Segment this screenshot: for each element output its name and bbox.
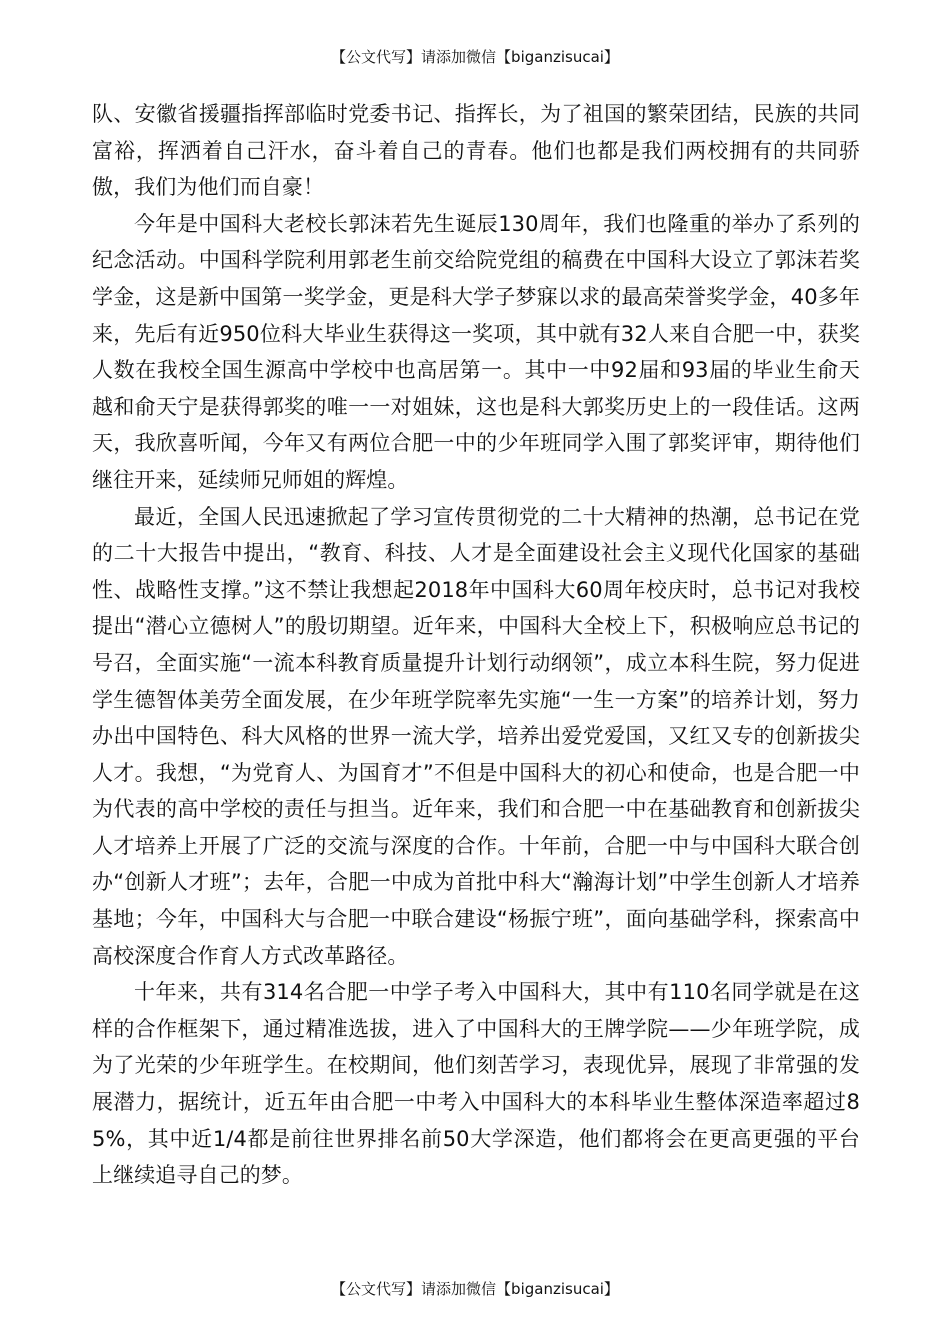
paragraph-party-congress-education: 最近，全国人民迅速掀起了学习宣传贯彻党的二十大精神的热潮，总书记在党的二十大报告中提出，“教育、科技、人才是全面建设社会主义现代化国家的基础性、战略性支撑。”这不禁让我想起2018年中国科大60周年校庆时，总书记对我校提出“潜心立德树人”的殷切期望。近年来，中国科大全校上下，积极响应总书记的号召，全面实施“一流本科教育质量提升计划行动纲领”，成立本科生院，努力促进学生德智体美劳全面发展，在少年班学院率先实施“一生一方案”的培养计划，努力办出中国特色、科大风格的世界一流大学，培养出爱党爱国，又红又专的创新拔尖人才。我想，“为党育人、为国育才”不但是中国科大的初心和使命，也是合肥一中为代表的高中学校的责任与担当。近年来，我们和合肥一中在基础教育和创新拔尖人才培养上开展了广泛的交流与深度的合作。十年前，合肥一中与中国科大联合创办“创新人才班”；去年，合肥一中成为首批中科大“瀚海计划”中学生创新人才培养基地；今年，中国科大与合肥一中联合建设“杨振宁班”，面向基础学科，探索高中高校深度合作育人方式改革路径。 (92, 504, 860, 968)
page-footer-watermark: 【公文代写】请添加微信【biganzisucai】 (331, 1280, 619, 1298)
document-body (92, 96, 860, 1194)
paragraph-ten-years-admissions: 十年来，共有314名合肥一中学子考入中国科大，其中有110名同学就是在这样的合作框架下，通过精准选拔，进入了中国科大的王牌学院——少年班学院，成为了光荣的少年班学生。在校期间，他们刻苦学习，表现优异，展现了非常强的发展潜力，据统计，近五年由合肥一中考入中国科大的本科毕业生整体深造率超过85%，其中近1/4都是前往世界排名前50大学深造，他们都将会在更高更强的平台上继续追寻自己的梦。 (92, 980, 860, 1188)
paragraph-guo-moruo-scholarship: 今年是中国科大老校长郭沫若先生诞辰130周年，我们也隆重的举办了系列的纪念活动。中国科学院利用郭老生前交给院党组的稿费在中国科大设立了郭沫若奖学金，这是新中国第一奖学金，更是科大学子梦寐以求的最高荣誉奖学金，40多年来，先后有近950位科大毕业生获得这一奖项，其中就有32人来自合肥一中，获奖人数在我校全国生源高中学校中也高居第一。其中一中92届和93届的毕业生俞天越和俞天宁是获得郭奖的唯一一对姐妹，这也是科大郭奖历史上的一段佳话。这两天，我欣喜听闻，今年又有两位合肥一中的少年班同学入围了郭奖评审，期待他们继往开来，延续师兄师姐的辉煌。 (92, 211, 860, 492)
paragraph-continuation: 队、安徽省援疆指挥部临时党委书记、指挥长，为了祖国的繁荣团结，民族的共同富裕，挥洒着自己汗水，奋斗着自己的青春。他们也都是我们两校拥有的共同骄傲，我们为他们而自豪！ (92, 102, 860, 200)
page-header-watermark: 【公文代写】请添加微信【biganzisucai】 (331, 48, 619, 66)
